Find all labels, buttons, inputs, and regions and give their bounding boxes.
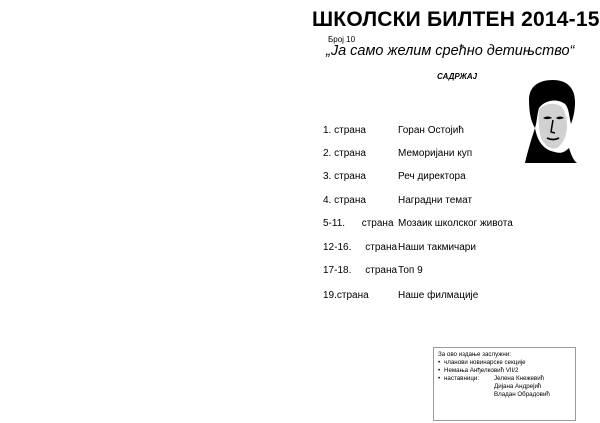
teacher-name: Владан Обрадовић	[494, 391, 550, 398]
portrait-illustration	[525, 78, 577, 163]
credits-line-teachers	[438, 375, 571, 383]
item-title: Меморијани куп	[398, 148, 473, 159]
bullet-icon: •	[438, 367, 441, 374]
credits-heading: За ово издање заслужни:	[438, 351, 511, 358]
item-title: Мозаик школског живота	[398, 218, 513, 229]
bullet-icon: •	[438, 375, 441, 382]
credits-box	[433, 347, 576, 421]
face-shading	[539, 104, 567, 149]
item-title: Наградни темат	[398, 195, 473, 206]
credits-student: Немања Анђелковић VII/2	[444, 367, 519, 374]
page-range: 5-11. страна	[323, 218, 394, 229]
contents-heading: САДРЖАЈ	[437, 72, 478, 81]
issue-number: Број 10	[328, 35, 356, 44]
motto: „Ја само желим срећно детињство“	[326, 43, 575, 59]
credits-members: чланови новинарске секције	[444, 359, 526, 366]
page-range: 12-16. страна	[323, 242, 398, 253]
page-range: 17-18. страна	[323, 265, 398, 276]
item-title: Наше филмације	[398, 290, 479, 301]
teachers-label: наставници:	[444, 375, 480, 382]
bullet-icon: •	[438, 359, 441, 366]
item-title: Горан Остојић	[398, 125, 464, 136]
bulletin-title: ШКОЛСКИ БИЛТЕН 2014-15	[312, 8, 600, 31]
page-range: 1. страна	[323, 125, 366, 136]
item-title: Топ 9	[398, 265, 423, 276]
page-range: 4. страна	[323, 195, 366, 206]
teacher-name: Дијана Андрејић	[494, 383, 542, 390]
credits-line-members	[438, 359, 571, 367]
teacher-name: Јелена Кнежевић	[494, 375, 545, 382]
page-range: 19.страна	[323, 290, 369, 301]
item-title: Наши такмичари	[398, 242, 476, 253]
credits-line-student	[438, 367, 571, 375]
page-range: 3. страна	[323, 171, 366, 182]
item-title: Реч директора	[398, 171, 466, 182]
page-range: 2. страна	[323, 148, 366, 159]
